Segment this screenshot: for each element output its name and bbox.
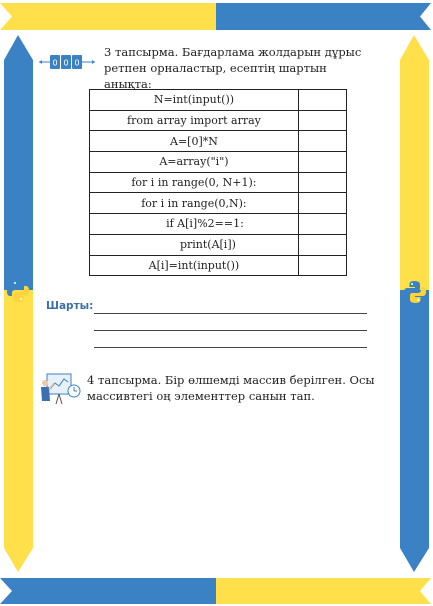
task-3-instruction: 3 тапсырма. Бағдарлама жолдарын дұрыс ретпен орналастыр, есептің шартын анықта: [104, 45, 362, 91]
code-line: N=int(input()) [90, 90, 299, 111]
table-row [90, 90, 347, 111]
order-answer-cell[interactable] [298, 193, 346, 214]
code-line: print(A[i]) [90, 234, 299, 255]
table-row [90, 152, 347, 173]
table-row [90, 172, 347, 193]
table-row [90, 131, 347, 152]
svg-text:0: 0 [52, 58, 58, 68]
code-line: for i in range(0, N+1): [90, 172, 299, 193]
svg-text:0: 0 [74, 58, 80, 68]
order-answer-cell[interactable] [298, 90, 346, 111]
table-row [90, 193, 347, 214]
condition-answer-line[interactable] [94, 347, 367, 348]
condition-answer-line[interactable] [94, 330, 367, 331]
table-row [90, 214, 347, 235]
code-line: if A[i]%2==1: [90, 214, 299, 235]
array-boxes-icon [38, 52, 96, 72]
svg-text:0: 0 [63, 58, 69, 68]
table-row [90, 234, 347, 255]
order-answer-cell[interactable] [298, 255, 346, 276]
order-answer-cell[interactable] [298, 152, 346, 173]
code-line: A=[0]*N [90, 131, 299, 152]
code-order-table [89, 89, 347, 276]
task-4-instruction: 4 тапсырма. Бір өлшемді массив берілген. Осы массивтегі оң элементтер санын тап. [87, 373, 375, 403]
code-line: from array import array [90, 110, 299, 131]
table-row [90, 110, 347, 131]
order-answer-cell[interactable] [298, 214, 346, 235]
teacher-board-icon [40, 371, 82, 407]
python-logo-icon [6, 279, 30, 303]
condition-label: Шарты: [46, 300, 94, 312]
python-logo-icon [403, 280, 427, 304]
table-row [90, 255, 347, 276]
order-answer-cell[interactable] [298, 110, 346, 131]
code-line: A=array("i") [90, 152, 299, 173]
order-answer-cell[interactable] [298, 234, 346, 255]
condition-answer-line[interactable] [94, 313, 367, 314]
order-answer-cell[interactable] [298, 172, 346, 193]
order-answer-cell[interactable] [298, 131, 346, 152]
code-line: A[i]=int(input()) [90, 255, 299, 276]
code-line: for i in range(0,N): [90, 193, 299, 214]
